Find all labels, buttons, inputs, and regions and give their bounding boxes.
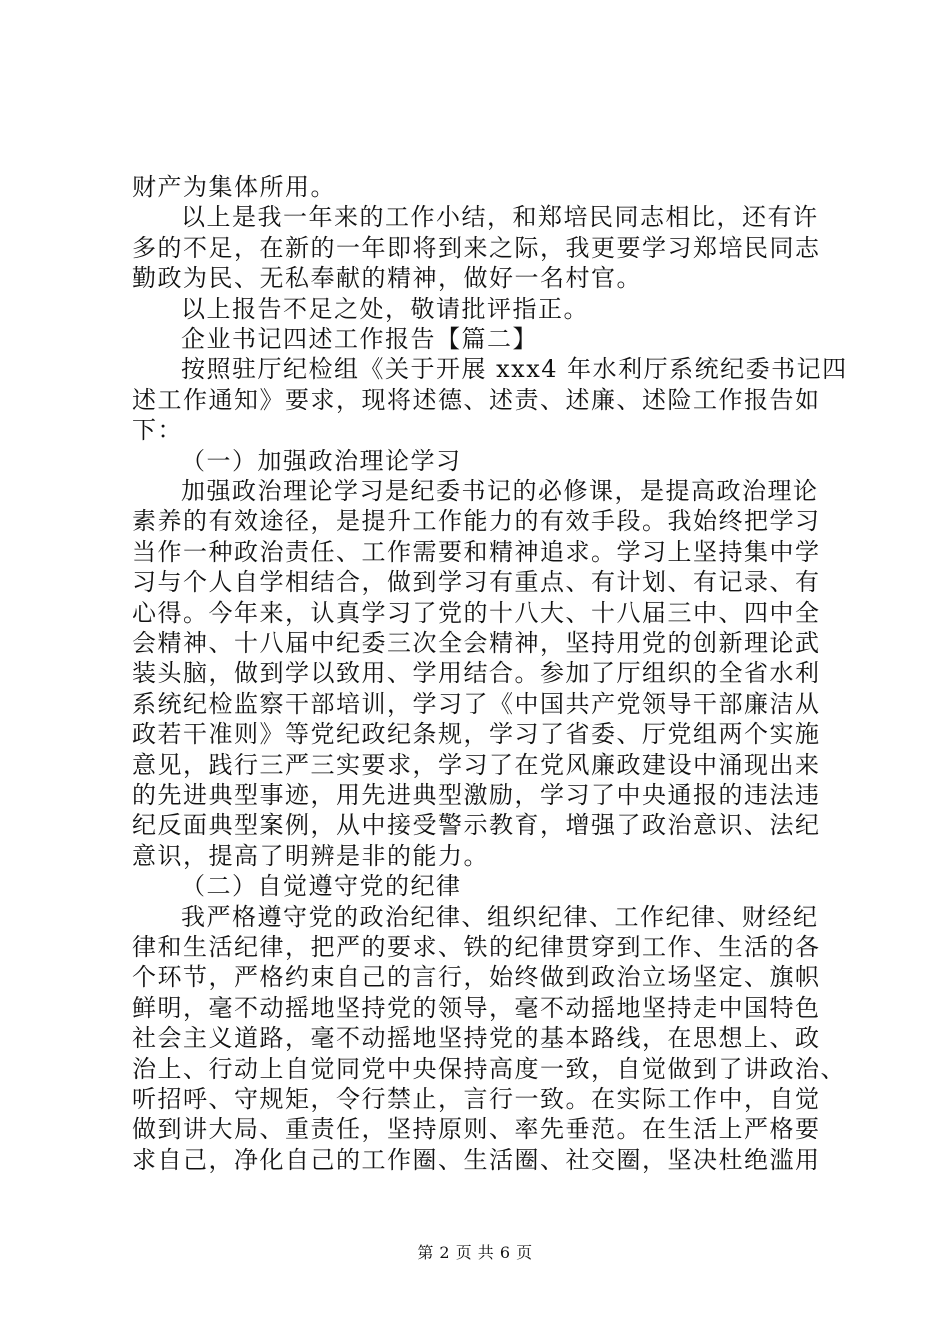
text-line: 以上是我一年来的工作小结，和郑培民同志相比，还有许: [181, 203, 819, 232]
text-line: 会精神、十八届中纪委三次全会精神，坚持用党的创新理论武: [132, 629, 821, 657]
text-line: 鲜明，毫不动摇地坚持党的领导，毫不动摇地坚持走中国特色: [132, 993, 821, 1022]
text-line: 律和生活纪律，把严的要求、铁的纪律贯穿到工作、生活的各: [132, 933, 821, 961]
text-line: 意识，提高了明辨是非的能力。: [132, 841, 489, 870]
section-heading: 企业书记四述工作报告【篇二】: [181, 325, 538, 353]
text-line: 我严格遵守党的政治纪律、组织纪律、工作纪律、财经纪: [181, 902, 819, 931]
text-line: 素养的有效途径，是提升工作能力的有效手段。我始终把学习: [132, 507, 821, 536]
text-line: 加强政治理论学习是纪委书记的必修课，是提高政治理论: [181, 477, 819, 505]
text-line: 政若干准则》等党纪政纪条规，学习了省委、厅党组两个实施: [132, 720, 821, 749]
page-footer: 第 2 页 共 6 页: [417, 1243, 533, 1262]
text-line: 习与个人自学相结合，做到学习有重点、有计划、有记录、有: [132, 568, 821, 597]
text-line: 听招呼、守规矩，令行禁止，言行一致。在实际工作中，自觉: [132, 1085, 821, 1113]
subsection-heading: （二）自觉遵守党的纪律: [181, 872, 462, 901]
text-line: 述工作通知》要求，现将述德、述责、述廉、述险工作报告如: [132, 385, 821, 414]
text-line: 多的不足，在新的一年即将到来之际，我更要学习郑培民同志: [132, 233, 821, 262]
text-line: 求自己，净化自己的工作圈、生活圈、社交圈，坚决杜绝滥用: [132, 1145, 821, 1174]
text-line: 意见，践行三严三实要求，学习了在党风廉政建设中涌现出来: [132, 750, 821, 779]
text-line: 以上报告不足之处，敬请批评指正。: [181, 294, 589, 323]
text-line: 按照驻厅纪检组《关于开展 xxx4 年水利厅系统纪委书记四: [181, 355, 848, 384]
text-line: 社会主义道路，毫不动摇地坚持党的基本路线，在思想上、政: [132, 1024, 821, 1053]
text-line: 纪反面典型案例，从中接受警示教育，增强了政治意识、法纪: [132, 811, 821, 840]
text-line: 当作一种政治责任、工作需要和精神追求。学习上坚持集中学: [132, 537, 821, 566]
subsection-heading: （一）加强政治理论学习: [181, 446, 462, 475]
text-line: 装头脑，做到学以致用、学用结合。参加了厅组织的全省水利: [132, 659, 821, 688]
text-line: 勤政为民、无私奉献的精神，做好一名村官。: [132, 264, 642, 293]
text-line: 财产为集体所用。: [132, 173, 336, 201]
text-line: 的先进典型事迹，用先进典型激励，学习了中央通报的违法违: [132, 781, 821, 809]
text-line: 下：: [132, 416, 183, 445]
text-line: 心得。今年来，认真学习了党的十八大、十八届三中、四中全: [132, 598, 821, 627]
text-line: 系统纪检监察干部培训，学习了《中国共产党领导干部廉洁从: [132, 689, 821, 718]
text-line: 个环节，严格约束自己的言行，始终做到政治立场坚定、旗帜: [132, 963, 821, 992]
text-line: 做到讲大局、重责任，坚持原则、率先垂范。在生活上严格要: [132, 1115, 821, 1144]
text-line: 治上、行动上自觉同党中央保持高度一致，自觉做到了讲政治、: [132, 1054, 846, 1083]
